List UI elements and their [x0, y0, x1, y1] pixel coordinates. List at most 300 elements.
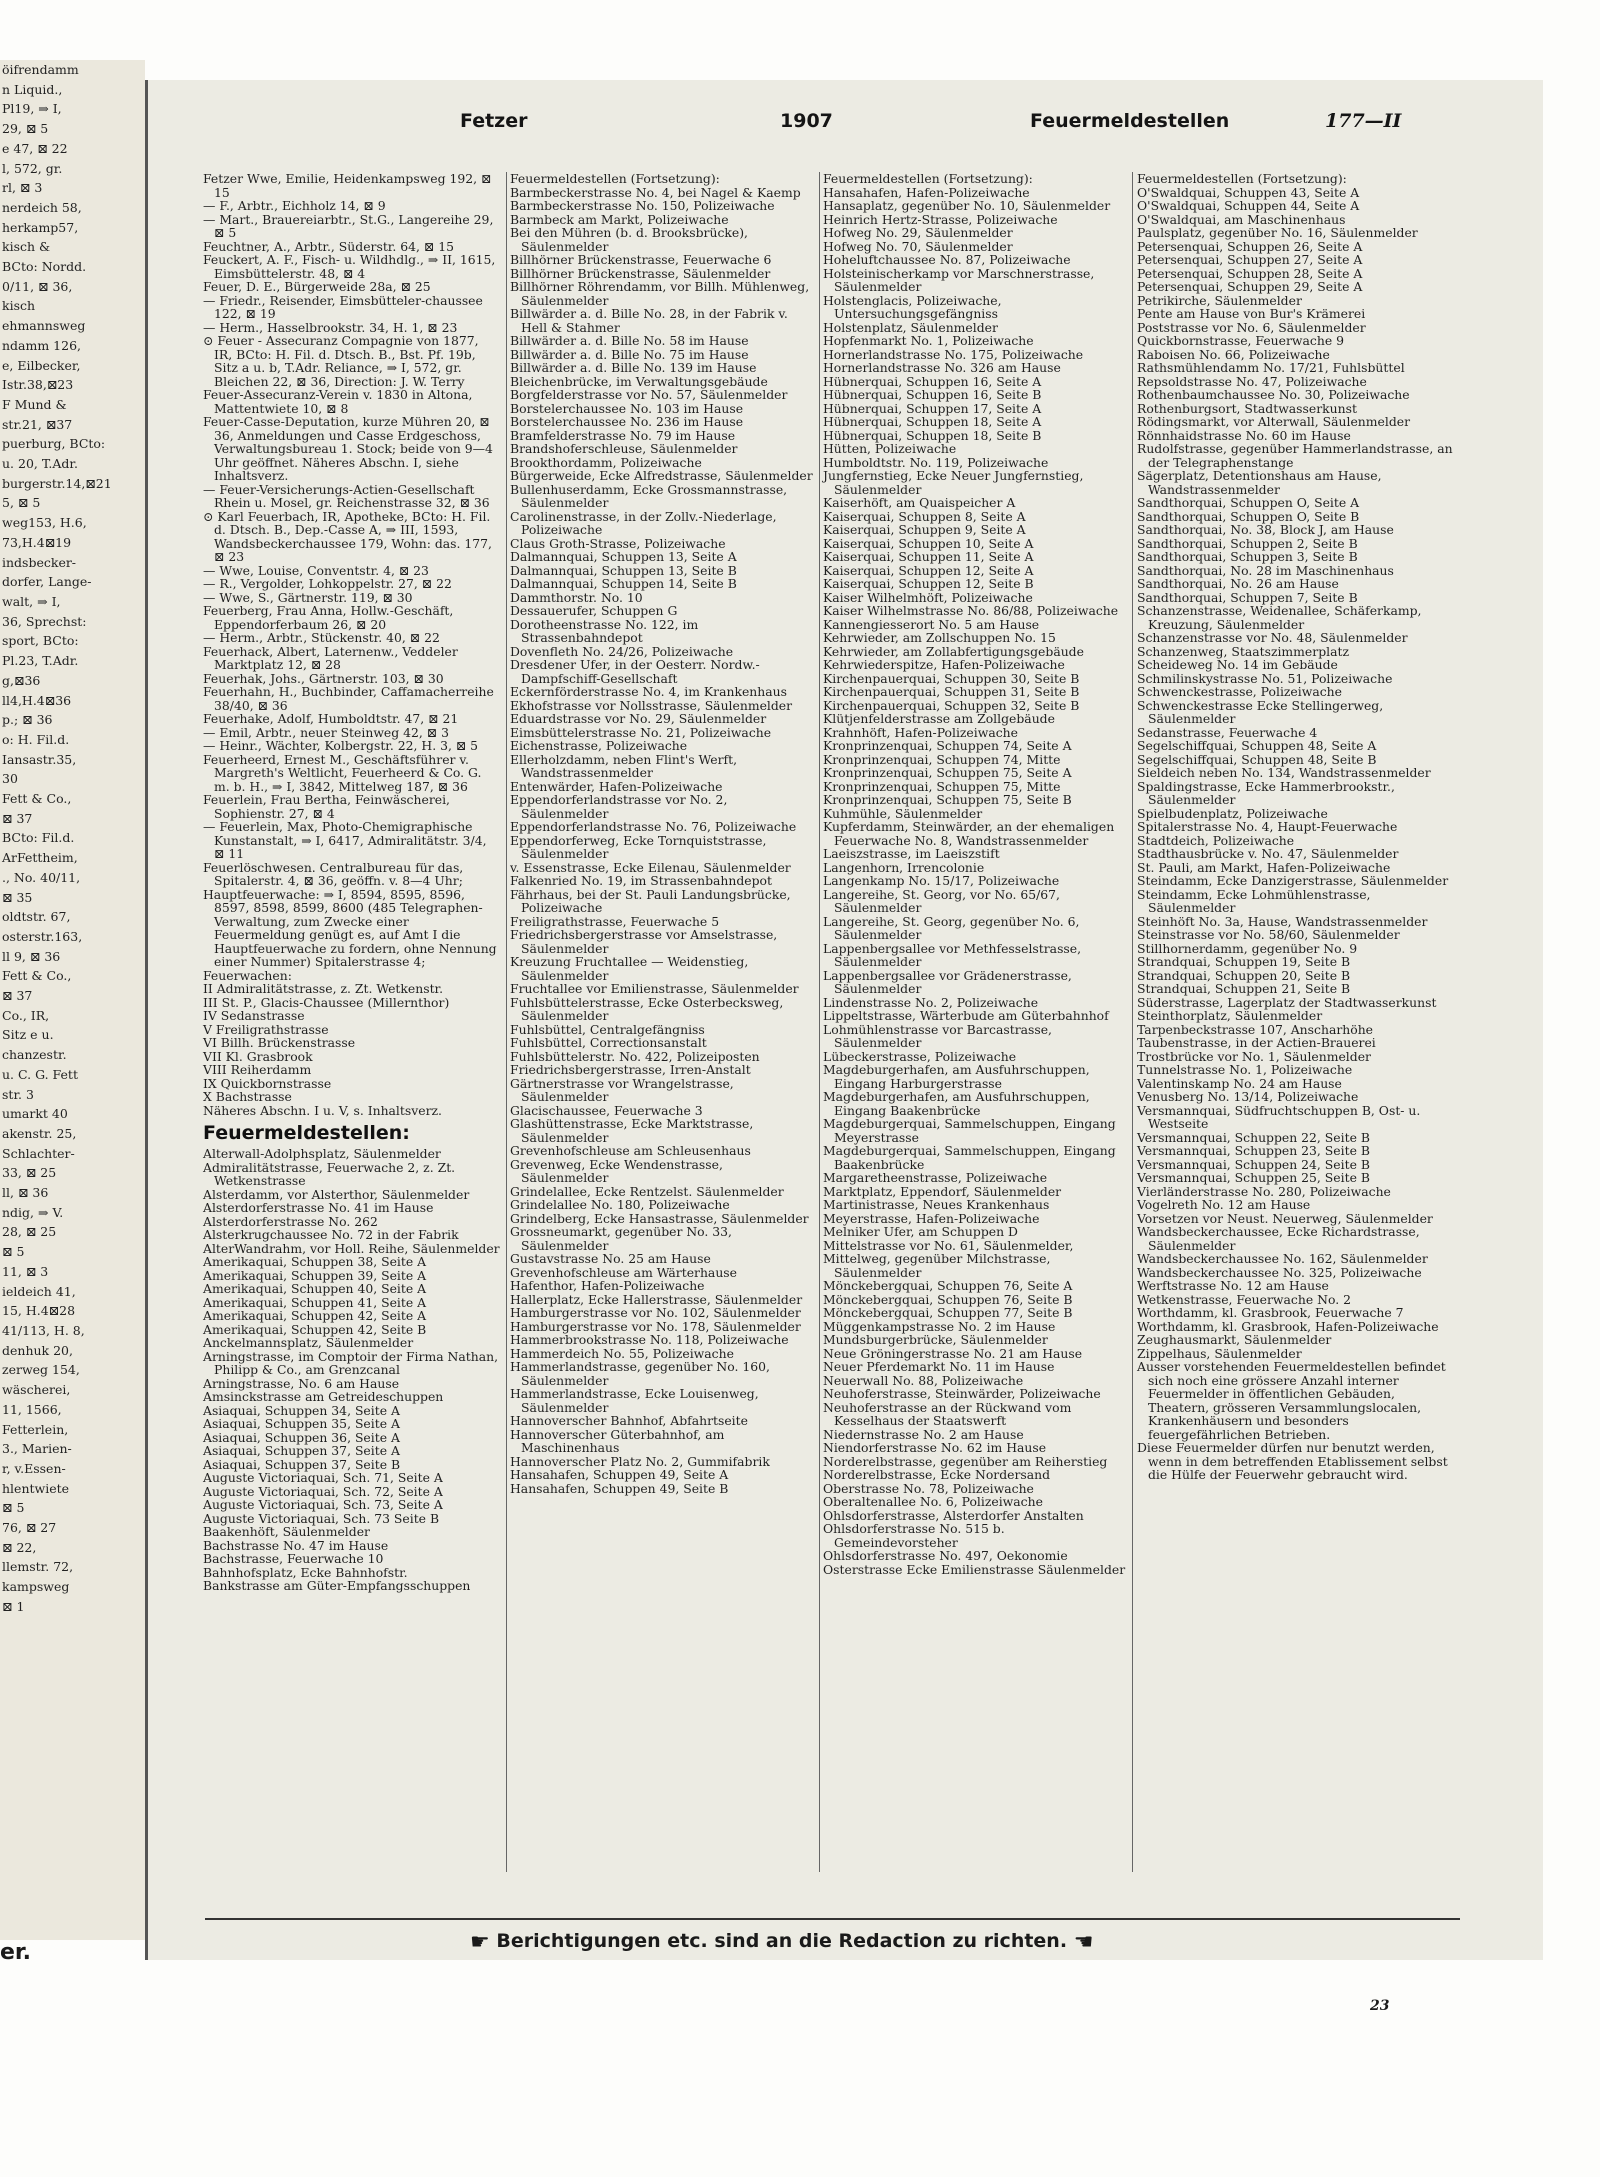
directory-entry: Tunnelstrasse No. 1, Polizeiwache: [1137, 1062, 1353, 1077]
directory-entry: Magdeburgerquai, Sammelschuppen, Eingang Baakenbrücke: [823, 1143, 1116, 1172]
directory-entry: Kaiserquai, Schuppen 12, Seite B: [823, 576, 1034, 591]
directory-entry: Werftstrasse No. 12 am Hause: [1137, 1278, 1329, 1293]
column-divider: [1132, 172, 1133, 1872]
directory-entry: Feuchtner, A., Arbtr., Süderstr. 64, ⊠ 15: [203, 238, 454, 254]
directory-entry: Eduardstrasse vor No. 29, Säulenmelder: [510, 711, 767, 726]
directory-entry: Dorotheenstrasse No. 122, im Strassenbahndepot: [510, 616, 699, 645]
directory-entry: O'Swaldquai, Schuppen 43, Seite A: [1137, 184, 1360, 200]
directory-entry: Kronprinzenquai, Schuppen 74, Seite A: [823, 738, 1072, 753]
directory-entry: Kaiserquai, Schuppen 9, Seite A: [823, 522, 1026, 537]
directory-entry: Grevenhofschleuse am Wärterhause: [510, 1264, 737, 1280]
directory-entry: Brookthordamm, Polizeiwache: [510, 454, 702, 470]
directory-entry: Lohmühlenstrasse vor Barcastrasse, Säulenmelder: [823, 1021, 1052, 1050]
directory-entry: Stillhornerdamm, gegenüber No. 9: [1137, 940, 1358, 956]
directory-entry: Bleichenbrücke, im Verwaltungsgebäude: [510, 373, 768, 389]
directory-entry: Kronprinzenquai, Schuppen 75, Seite B: [823, 792, 1072, 807]
directory-entry: Mönckebergquai, Schuppen 76, Seite A: [823, 1278, 1073, 1293]
directory-entry: Rothenburgsort, Stadtwasserkunst: [1137, 400, 1357, 416]
directory-entry: Spielbudenplatz, Polizeiwache: [1137, 805, 1328, 821]
directory-entry: Rödingsmarkt, vor Alterwall, Säulenmelder: [1137, 414, 1411, 429]
directory-entry: Lindenstrasse No. 2, Polizeiwache: [823, 994, 1039, 1010]
directory-entry: Neuhoferstrasse an der Rückwand vom Kesselhaus der Staatswerft: [823, 1399, 1072, 1428]
directory-entry: Ohlsdorferstrasse No. 497, Oekonomie: [823, 1548, 1068, 1563]
directory-entry: Melniker Ufer, am Schuppen D: [823, 1224, 1018, 1239]
previous-page-line: u. 20, T.Adr.: [2, 456, 78, 472]
directory-entry: Süderstrasse, Lagerplatz der Stadtwasserkunst: [1137, 994, 1437, 1010]
directory-entry: Kupferdamm, Steinwärder, an der ehemaligen Feuerwache No. 8, Wandstrassenmelder: [823, 819, 1115, 848]
directory-entry: Sandthorquai, Schuppen O, Seite A: [1137, 495, 1360, 510]
directory-entry: Dresdener Ufer, in der Oesterr. Nordw.-Dampfschiff-Gesellschaft: [510, 657, 760, 686]
directory-entry: Anckelmannsplatz, Säulenmelder: [203, 1335, 414, 1350]
previous-page-line: ndig, ⇒ V.: [2, 1204, 64, 1220]
directory-entry: Auguste Victoriaquai, Sch. 73 Seite B: [203, 1510, 440, 1526]
directory-entry: Bachstrasse No. 47 im Hause: [203, 1537, 389, 1553]
directory-entry: Amerikaquai, Schuppen 38, Seite A: [203, 1254, 427, 1269]
column-4: [1137, 172, 1455, 1912]
directory-entry: Asiaquai, Schuppen 37, Seite B: [203, 1456, 401, 1472]
previous-page-line: Fetterlein,: [2, 1421, 69, 1437]
directory-entry: Dalmannquai, Schuppen 14, Seite B: [510, 576, 737, 591]
directory-entry: Tarpenbeckstrasse 107, Anscharhöhe: [1137, 1021, 1374, 1037]
previous-page-line: BCto: Nordd.: [2, 259, 87, 275]
directory-entry: Hütten, Polizeiwache: [823, 441, 957, 456]
directory-entry: Steinstrasse vor No. 58/60, Säulenmelder: [1137, 927, 1400, 942]
directory-entry: Strandquai, Schuppen 20, Seite B: [1137, 967, 1351, 983]
directory-entry: Brandshoferschleuse, Säulenmelder: [510, 441, 738, 456]
previous-page-line: 30: [2, 771, 18, 787]
directory-entry: Eimsbüttelerstrasse No. 21, Polizeiwache: [510, 724, 772, 740]
directory-entry: Hammerlandstrasse, Ecke Louisenweg, Säulenmelder: [510, 1386, 759, 1415]
directory-entry: Petersenquai, Schuppen 28, Seite A: [1137, 265, 1363, 281]
previous-page-line: Fett & Co.,: [2, 791, 72, 807]
directory-entry: Mönckebergquai, Schuppen 77, Seite B: [823, 1305, 1073, 1320]
previous-page-line: u. C. G. Fett: [2, 1066, 78, 1082]
directory-entry: Friedrichsbergerstrasse, Irren-Anstalt: [510, 1062, 751, 1077]
directory-entry: Hauptfeuerwache: ⇒ I, 8594, 8595, 8596, 8597, 8598, 8599, 8600 (485 Telegraphen-Verwaltung, zum Zwecke einer Feuermeldung genügt es, auf Amt I die Hauptfeuerwache zu fordern, ohne Nennung einer Nummer) Spitalerstrasse 4;: [203, 886, 497, 969]
directory-entry: Segelschiffquai, Schuppen 48, Seite B: [1137, 751, 1377, 767]
directory-entry: Langereihe, St. Georg, gegenüber No. 6, Säulenmelder: [823, 913, 1080, 942]
directory-entry: Diese Feuermelder dürfen nur benutzt werden, wenn in dem betreffenden Etablissement selbst die Hülfe der Feuerwehr gebraucht wird.: [1137, 1440, 1448, 1482]
previous-page-line: Schlachter-: [2, 1145, 75, 1161]
directory-entry: Feuerlöschwesen. Centralbureau für das, Spitalerstr. 4, ⊠ 36, geöffn. v. 8—4 Uhr;: [203, 859, 464, 888]
directory-entry: Osterstrasse Ecke Emilienstrasse Säulenmelder: [823, 1561, 1126, 1577]
previous-page-line: kisch: [2, 298, 36, 314]
directory-entry: Feuer-Assecuranz-Verein v. 1830 in Altona, Mattentwiete 10, ⊠ 8: [203, 387, 473, 416]
previous-page-line: llemstr. 72,: [2, 1559, 74, 1575]
header-page: 177—II: [1325, 110, 1402, 132]
directory-entry: Billhörner Brückenstrasse, Feuerwache 6: [510, 252, 772, 267]
directory-entry: Kronprinzenquai, Schuppen 74, Mitte: [823, 751, 1061, 767]
directory-entry: Magdeburgerhafen, am Ausfuhrschuppen, Eingang Baakenbrücke: [823, 1089, 1090, 1118]
directory-entry: Feuerhack, Albert, Laternenw., Veddeler Marktplatz 12, ⊠ 28: [203, 643, 458, 672]
directory-entry: — Wwe, S., Gärtnerstr. 119, ⊠ 30: [203, 589, 413, 605]
directory-entry: — F., Arbtr., Eichholz 14, ⊠ 9: [203, 198, 386, 213]
directory-entry: Asiaquai, Schuppen 35, Seite A: [203, 1416, 400, 1431]
directory-entry: Auguste Victoriaquai, Sch. 72, Seite A: [203, 1483, 443, 1499]
directory-entry: Amerikaquai, Schuppen 40, Seite A: [203, 1281, 427, 1296]
previous-page-line: kisch &: [2, 239, 51, 255]
column-4-entries: [1137, 172, 1455, 1482]
directory-entry: Bramfelderstrasse No. 79 im Hause: [510, 427, 736, 443]
directory-entry: Poststrasse vor No. 6, Säulenmelder: [1137, 319, 1366, 335]
directory-entry: Pente am Hause von Bur's Krämerei: [1137, 306, 1366, 321]
previous-page-line: ⊠ 5: [2, 1244, 25, 1260]
directory-entry: Hammerbrookstrasse No. 118, Polizeiwache: [510, 1332, 789, 1347]
directory-entry: Paulsplatz, gegenüber No. 16, Säulenmelder: [1137, 225, 1418, 240]
previous-page-line: 73,H.4⊠19: [2, 534, 72, 550]
directory-entry: Alsterdamm, vor Alsterthor, Säulenmelder: [203, 1186, 470, 1202]
directory-entry: Fuhlsbüttelerstr. No. 422, Polizeiposten: [510, 1048, 760, 1064]
directory-entry: Holsteinischerkamp vor Marschnerstrasse, Säulenmelder: [823, 265, 1095, 294]
directory-entry: Steindamm, Ecke Danzigerstrasse, Säulenmelder: [1137, 873, 1449, 888]
directory-entry: Hoheluftchaussee No. 87, Polizeiwache: [823, 252, 1071, 267]
directory-entry: Niendorferstrasse No. 62 im Hause: [823, 1440, 1047, 1455]
directory-entry: Kehrwieder, am Zollabfertigungsgebäude: [823, 643, 1084, 659]
previous-page-line: str. 3: [2, 1086, 34, 1102]
directory-entry: IV Sedanstrasse: [203, 1008, 305, 1023]
directory-entry: — Emil, Arbtr., neuer Steinweg 42, ⊠ 3: [203, 724, 449, 740]
directory-entry: Hübnerquai, Schuppen 18, Seite B: [823, 427, 1042, 443]
directory-entry: Holstenglacis, Polizeiwache, Untersuchungsgefängniss: [823, 292, 1002, 321]
directory-entry: Alterwall-Adolphsplatz, Säulenmelder: [203, 1146, 441, 1161]
directory-entry: Mönckebergquai, Schuppen 76, Seite B: [823, 1291, 1073, 1307]
directory-entry: Hofweg No. 29, Säulenmelder: [823, 225, 1013, 240]
directory-entry: Bankstrasse am Güter-Empfangsschuppen: [203, 1578, 471, 1593]
directory-entry: — Heinr., Wächter, Kolbergstr. 22, H. 3, ⊠ 5: [203, 738, 479, 753]
directory-entry: Hornerlandstrasse No. 326 am Hause: [823, 360, 1061, 375]
directory-entry: Borgfelderstrasse vor No. 57, Säulenmelder: [510, 387, 788, 402]
directory-entry: Sandthorquai, No. 38, Block J, am Hause: [1137, 522, 1394, 537]
column-1-entries-continued: [203, 1147, 500, 1593]
directory-entry: Sieldeich neben No. 134, Wandstrassenmelder: [1137, 765, 1431, 780]
directory-entry: Petersenquai, Schuppen 26, Seite A: [1137, 238, 1363, 254]
directory-entry: Neuhoferstrasse, Steinwärder, Polizeiwache: [823, 1386, 1101, 1401]
directory-entry: Entenwärder, Hafen-Polizeiwache: [510, 778, 723, 794]
directory-entry: Scheideweg No. 14 im Gebäude: [1137, 657, 1338, 672]
previous-page-line: Fett & Co.,: [2, 968, 72, 984]
directory-entry: Barmbeckerstrasse No. 150, Polizeiwache: [510, 198, 775, 213]
directory-entry: Neue Gröningerstrasse No. 21 am Hause: [823, 1345, 1083, 1361]
previous-page-line: wäscherei,: [2, 1382, 71, 1398]
directory-entry: Asiaquai, Schuppen 36, Seite A: [203, 1429, 400, 1445]
previous-page-line: 0/11, ⊠ 36,: [2, 278, 73, 294]
directory-entry: VIII Reiherdamm: [203, 1062, 312, 1077]
directory-entry: Billwärder a. d. Bille No. 58 im Hause: [510, 333, 749, 348]
directory-entry: Billwärder a. d. Bille No. 139 im Hause: [510, 360, 757, 375]
previous-page-line: 76, ⊠ 27: [2, 1520, 57, 1536]
section-title: Feuermeldestellen:: [203, 1122, 410, 1144]
directory-entry: Kaiserhöft, am Quaispeicher A: [823, 495, 1016, 510]
previous-page-line: ll, ⊠ 36: [2, 1185, 49, 1201]
directory-entry: Lappenbergsallee vor Methfesselstrasse, Säulenmelder: [823, 940, 1082, 969]
directory-entry: Lappenbergsallee vor Grädenerstrasse, Säulenmelder: [823, 967, 1072, 996]
directory-entry: Arningstrasse, im Comptoir der Firma Nathan, Philipp & Co., am Grenzcanal: [203, 1348, 499, 1377]
column-3-entries: [823, 172, 1126, 1576]
directory-entry: Wandsbeckerchaussee No. 162, Säulenmelder: [1137, 1251, 1428, 1266]
directory-entry: Feuerhak, Johs., Gärtnerstr. 103, ⊠ 30: [203, 670, 444, 686]
directory-entry: Magdeburgerquai, Sammelschuppen, Eingang Meyerstrasse: [823, 1116, 1116, 1145]
directory-entry: Glashüttenstrasse, Ecke Marktstrasse, Säulenmelder: [510, 1116, 754, 1145]
previous-page-line: herkamp57,: [2, 219, 79, 235]
previous-page-line: r, v.Essen-: [2, 1460, 66, 1476]
directory-entry: Kehrwiederspitze, Hafen-Polizeiwache: [823, 657, 1065, 672]
directory-entry: O'Swaldquai, Schuppen 44, Seite A: [1137, 198, 1360, 213]
previous-page-line: osterstr.163,: [2, 928, 83, 944]
directory-entry: Sandthorquai, Schuppen 7, Seite B: [1137, 589, 1358, 605]
directory-entry: Hammerlandstrasse, gegenüber No. 160, Säulenmelder: [510, 1359, 770, 1388]
directory-entry: Kehrwieder, am Zollschuppen No. 15: [823, 630, 1056, 645]
directory-entry: Hübnerquai, Schuppen 16, Seite A: [823, 373, 1042, 389]
directory-entry: Stadthausbrücke v. No. 47, Säulenmelder: [1137, 846, 1399, 861]
directory-entry: Fetzer Wwe, Emilie, Heidenkampsweg 192, ⊠ 15: [203, 171, 492, 200]
previous-page-line: 41/113, H. 8,: [2, 1323, 85, 1338]
directory-entry: Feuckert, A. F., Fisch- u. Wildhdlg., ⇒ II, 1615, Eimsbüttelerstr. 48, ⊠ 4: [203, 252, 496, 281]
directory-entry: Hafenthor, Hafen-Polizeiwache: [510, 1278, 705, 1293]
directory-entry: Jungfernstieg, Ecke Neuer Jungfernstieg, Säulenmelder: [823, 468, 1084, 497]
column-3: [823, 172, 1126, 1912]
directory-entry: Neuerwall No. 88, Polizeiwache: [823, 1372, 1024, 1388]
previous-page-line: F Mund &: [2, 396, 67, 412]
directory-entry: Spaldingstrasse, Ecke Hammerbrookstr., Säulenmelder: [1137, 778, 1395, 807]
directory-entry: Repsoldstrasse No. 47, Polizeiwache: [1137, 373, 1367, 389]
previous-page-line: zerweg 154,: [2, 1362, 80, 1378]
directory-entry: Rönnhaidstrasse No. 60 im Hause: [1137, 427, 1351, 443]
previous-page-line: 15, H.4⊠28: [2, 1303, 76, 1319]
directory-entry: Valentinskamp No. 24 am Hause: [1137, 1075, 1342, 1091]
directory-entry: Freiligrathstrasse, Feuerwache 5: [510, 913, 720, 929]
directory-entry: Hannoverscher Platz No. 2, Gummifabrik: [510, 1453, 770, 1469]
directory-entry: Hansahafen, Schuppen 49, Seite A: [510, 1467, 729, 1482]
directory-entry: Grindelallee, Ecke Rentzelst. Säulenmelder: [510, 1183, 784, 1199]
previous-page-line: ArFettheim,: [2, 850, 78, 866]
previous-page-line: n Liquid.,: [2, 81, 63, 97]
previous-page-line: kampsweg: [2, 1579, 70, 1595]
previous-page-line: ll4,H.4⊠36: [2, 692, 72, 708]
directory-entry: Hallerplatz, Ecke Hallerstrasse, Säulenmelder: [510, 1291, 803, 1307]
directory-entry: Steinhöft No. 3a, Hause, Wandstrassenmelder: [1137, 913, 1428, 929]
directory-entry: Hornerlandstrasse No. 175, Polizeiwache: [823, 346, 1084, 362]
directory-entry: Gärtnerstrasse vor Wrangelstrasse, Säulenmelder: [510, 1075, 734, 1104]
previous-page-line: weg153, H.6,: [2, 515, 87, 531]
directory-entry: Schwenckestrasse Ecke Stellingerweg, Säulenmelder: [1137, 697, 1384, 726]
directory-entry: Worthdamm, kl. Grasbrook, Feuerwache 7: [1137, 1305, 1404, 1320]
directory-entry: Vierländerstrasse No. 280, Polizeiwache: [1137, 1183, 1391, 1199]
pointing-hand-icon: ☛: [470, 1930, 490, 1955]
directory-entry: Kronprinzenquai, Schuppen 75, Mitte: [823, 778, 1061, 794]
directory-entry: — Wwe, Louise, Conventstr. 4, ⊠ 23: [203, 562, 429, 578]
column-2: [510, 172, 813, 1912]
directory-entry: Grevenhofschleuse am Schleusenhaus: [510, 1143, 751, 1158]
directory-entry: VI Billh. Brückenstrasse: [203, 1035, 356, 1050]
directory-entry: Ohlsdorferstrasse, Alsterdorfer Anstalten: [823, 1507, 1084, 1523]
directory-entry: Mittelweg, gegenüber Milchstrasse, Säulenmelder: [823, 1251, 1051, 1280]
directory-entry: Kreuzung Fruchtallee — Weidenstieg, Säulenmelder: [510, 954, 749, 983]
directory-entry: Venusberg No. 13/14, Polizeiwache: [1137, 1089, 1359, 1104]
directory-entry: Taubenstrasse, in der Actien-Brauerei: [1137, 1035, 1376, 1050]
directory-entry: Schmilinskystrasse No. 51, Polizeiwache: [1137, 670, 1393, 686]
directory-entry: Dalmannquai, Schuppen 13, Seite A: [510, 549, 737, 564]
directory-entry: Billwärder a. d. Bille No. 75 im Hause: [510, 346, 749, 362]
directory-entry: Glacischaussee, Feuerwache 3: [510, 1102, 703, 1118]
directory-entry: Klütjenfelderstrasse am Zollgebäude: [823, 711, 1055, 726]
previous-page-line: indsbecker-: [2, 554, 77, 570]
directory-entry: Hansahafen, Hafen-Polizeiwache: [823, 184, 1030, 200]
directory-entry: Feuer-Casse-Deputation, kurze Mühren 20, ⊠ 36, Anmeldungen und Casse Erdgeschoss, Verwaltungsbureau 1. Stock; beide von 9—4 Uhr geöffnet. Näheres Abschn. I, siehe Inhaltsverz.: [203, 414, 493, 483]
directory-entry: St. Pauli, am Markt, Hafen-Polizeiwache: [1137, 859, 1391, 875]
directory-entry: Auguste Victoriaquai, Sch. 73, Seite A: [203, 1497, 443, 1512]
directory-entry: ⊙ Karl Feuerbach, IR, Apotheke, BCto: H. Fil. d. Dtsch. B., Dep.-Casse A, ⇒ III, 1593, Wandsbeckerchaussee 179, Wohn: das. 177, ⊠ 23: [203, 508, 492, 564]
previous-page-line: dorfer, Lange-: [2, 574, 92, 590]
directory-entry: Hannoverscher Güterbahnhof, am Maschinenhaus: [510, 1426, 725, 1455]
directory-entry: Carolinenstrasse, in der Zollv.-Niederlage, Polizeiwache: [510, 508, 777, 537]
directory-entry: Billwärder a. d. Bille No. 28, in der Fabrik v. Hell & Stahmer: [510, 306, 788, 335]
directory-entry: Wetkenstrasse, Feuerwache No. 2: [1137, 1291, 1351, 1307]
previous-page-line: 5, ⊠ 5: [2, 495, 41, 511]
directory-entry: Kaiserquai, Schuppen 12, Seite A: [823, 562, 1034, 578]
directory-entry: Auguste Victoriaquai, Sch. 71, Seite A: [203, 1470, 443, 1485]
directory-entry: O'Swaldquai, am Maschinenhaus: [1137, 211, 1346, 227]
directory-entry: Zeughausmarkt, Säulenmelder: [1137, 1332, 1332, 1347]
previous-page-line: Pl.23, T.Adr.: [2, 653, 79, 669]
directory-entry: Eckernförderstrasse No. 4, im Krankenhaus: [510, 684, 787, 699]
directory-entry: Amerikaquai, Schuppen 39, Seite A: [203, 1267, 427, 1283]
previous-page-line: e, Eilbecker,: [2, 357, 81, 373]
directory-entry: Worthdamm, kl. Grasbrook, Hafen-Polizeiwache: [1137, 1318, 1439, 1334]
directory-entry: Billhörner Brückenstrasse, Säulenmelder: [510, 265, 771, 281]
directory-entry: Strandquai, Schuppen 21, Seite B: [1137, 981, 1351, 996]
directory-entry: Hamburgerstrasse vor No. 178, Säulenmelder: [510, 1318, 801, 1334]
directory-entry: Bullenhuserdamm, Ecke Grossmannstrasse, Säulenmelder: [510, 481, 788, 510]
directory-entry: Vogelreth No. 12 am Hause: [1137, 1197, 1311, 1212]
directory-entry: Kaiserquai, Schuppen 8, Seite A: [823, 508, 1026, 524]
directory-entry: — Mart., Brauereiarbtr., St.G., Langereihe 29, ⊠ 5: [203, 211, 494, 240]
directory-entry: v. Essenstrasse, Ecke Eilenau, Säulenmelder: [510, 859, 791, 875]
directory-entry: Amerikaquai, Schuppen 42, Seite A: [203, 1308, 427, 1323]
previous-page-line: burgerstr.14,⊠21: [2, 475, 112, 491]
directory-entry: Quickbornstrasse, Feuerwache 9: [1137, 333, 1344, 348]
directory-entry: Heinrich Hertz-Strasse, Polizeiwache: [823, 211, 1058, 227]
header-left: Fetzer: [460, 110, 528, 132]
directory-entry: Kaiserquai, Schuppen 10, Seite A: [823, 535, 1034, 551]
previous-page-line: ⊠ 1: [2, 1598, 25, 1614]
directory-entry: Lippeltstrasse, Wärterbude am Güterbahnhof: [823, 1008, 1109, 1023]
previous-page-line: ⊠ 35: [2, 889, 33, 905]
directory-entry: Fährhaus, bei der St. Pauli Landungsbrücke, Polizeiwache: [510, 886, 791, 915]
directory-entry: Alsterdorferstrasse No. 262: [203, 1213, 378, 1229]
previous-page-line: p.; ⊠ 36: [2, 712, 53, 728]
directory-entry: Ellerholzdamm, neben Flint's Werft, Wandstrassenmelder: [510, 751, 738, 780]
directory-entry: Rathsmühlendamm No. 17/21, Fuhlsbüttel: [1137, 360, 1405, 375]
directory-entry: Petrikirche, Säulenmelder: [1137, 292, 1302, 308]
directory-entry: Hamburgerstrasse vor No. 102, Säulenmelder: [510, 1305, 801, 1320]
directory-entry: Schanzenstrasse vor No. 48, Säulenmelder: [1137, 630, 1408, 645]
previous-page-line: ehmannsweg: [2, 318, 86, 334]
column-2-entries: [510, 172, 813, 1495]
directory-entry: Fuhlsbüttelerstrasse, Ecke Osterbecksweg, Säulenmelder: [510, 994, 784, 1023]
previous-page-line: umarkt 40: [2, 1106, 68, 1122]
previous-page-line: nerdeich 58,: [2, 199, 82, 215]
directory-entry: Hübnerquai, Schuppen 17, Seite A: [823, 400, 1042, 416]
directory-entry: Kronprinzenquai, Schuppen 75, Seite A: [823, 765, 1072, 780]
directory-entry: Feuer, D. E., Bürgerweide 28a, ⊠ 25: [203, 279, 431, 294]
directory-entry: Eppendorferweg, Ecke Tornquiststrasse, Säulenmelder: [510, 832, 767, 861]
directory-entry: Arningstrasse, No. 6 am Hause: [203, 1375, 400, 1391]
directory-entry: Amerikaquai, Schuppen 42, Seite B: [203, 1321, 427, 1337]
previous-page-line: akenstr. 25,: [2, 1125, 77, 1141]
directory-entry: Kirchenpauerquai, Schuppen 32, Seite B: [823, 697, 1080, 713]
directory-entry: Kirchenpauerquai, Schuppen 30, Seite B: [823, 670, 1080, 686]
directory-entry: Margaretheenstrasse, Polizeiwache: [823, 1170, 1048, 1185]
directory-entry: Niedernstrasse No. 2 am Hause: [823, 1426, 1024, 1442]
directory-entry: Langenkamp No. 15/17, Polizeiwache: [823, 873, 1060, 888]
signature-number: 23: [1370, 1998, 1390, 2014]
directory-entry: Eppendorferlandstrasse vor No. 2, Säulenmelder: [510, 792, 728, 821]
previous-page-line: 29, ⊠ 5: [2, 121, 49, 137]
directory-entry: Dovenfleth No. 24/26, Polizeiwache: [510, 643, 734, 659]
directory-entry: Asiaquai, Schuppen 34, Seite A: [203, 1402, 400, 1418]
footer-notice: [470, 1930, 1093, 1955]
directory-entry: Sandthorquai, Schuppen O, Seite B: [1137, 508, 1360, 524]
directory-entry: Kannengiesserort No. 5 am Hause: [823, 616, 1040, 632]
footer-rule: [205, 1918, 1460, 1920]
previous-page-line: Co., IR,: [2, 1007, 50, 1023]
header-right: Feuermeldestellen: [1030, 110, 1230, 132]
directory-entry: Versmannquai, Schuppen 22, Seite B: [1137, 1129, 1370, 1145]
directory-entry: Eppendorferlandstrasse No. 76, Polizeiwache: [510, 819, 797, 834]
previous-page-line: g,⊠36: [2, 672, 41, 688]
directory-entry: Bürgerweide, Ecke Alfredstrasse, Säulenmelder: [510, 468, 813, 483]
directory-entry: Wandsbeckerchaussee No. 325, Polizeiwache: [1137, 1264, 1422, 1280]
previous-page-line: ieldeich 41,: [2, 1283, 76, 1299]
column-1-entries: [203, 172, 500, 1117]
previous-page-line: o: H. Fil.d.: [2, 731, 70, 747]
directory-entry: Hübnerquai, Schuppen 18, Seite A: [823, 414, 1042, 429]
directory-entry: Versmannquai, Südfruchtschuppen B, Ost- u. Westseite: [1137, 1102, 1421, 1131]
previous-page-line: e 47, ⊠ 22: [2, 140, 68, 156]
directory-entry: Feuerheerd, Ernest M., Geschäftsführer v. Margreth's Weltlicht, Feuerheerd & Co. G. m. b. H., ⇒ I, 3842, Mittelweg 187, ⊠ 36: [203, 751, 482, 794]
directory-entry: Hammerdeich No. 55, Polizeiwache: [510, 1345, 734, 1361]
previous-page-line: sport, BCto:: [2, 633, 79, 649]
directory-entry: Amsinckstrasse am Getreideschuppen: [203, 1389, 444, 1404]
previous-page-line: Istr.38,⊠23: [2, 377, 74, 393]
directory-entry: Versmannquai, Schuppen 25, Seite B: [1137, 1170, 1370, 1185]
directory-entry: Spitalerstrasse No. 4, Haupt-Feuerwache: [1137, 819, 1398, 834]
directory-entry: Feuerhake, Adolf, Humboldtstr. 47, ⊠ 21: [203, 711, 459, 726]
directory-entry: Schanzenweg, Staatszimmerplatz: [1137, 643, 1349, 659]
previous-page-line: Sitz e u.: [2, 1027, 54, 1043]
directory-entry: Oberstrasse No. 78, Polizeiwache: [823, 1480, 1034, 1496]
directory-entry: Norderelbstrasse, Ecke Nordersand: [823, 1467, 1051, 1482]
previous-page-line: denhuk 20,: [2, 1342, 73, 1358]
previous-page-line: ., No. 40/11,: [2, 869, 81, 885]
directory-entry: Krahnhöft, Hafen-Polizeiwache: [823, 724, 1018, 740]
directory-entry: Dammthorstr. No. 10: [510, 589, 643, 605]
directory-entry: Müggenkampstrasse No. 2 im Hause: [823, 1318, 1056, 1334]
directory-entry: Kaiser Wilhelmhöft, Polizeiwache: [823, 589, 1033, 605]
directory-entry: Mittelstrasse vor No. 61, Säulenmelder,: [823, 1237, 1074, 1253]
previous-page-line: 11, 1566,: [2, 1401, 62, 1417]
directory-entry: — Feuerlein, Max, Photo-Chemigraphische Kunstanstalt, ⇒ I, 6417, Admiralitätstr. 3/4, ⊠ 11: [203, 819, 487, 861]
directory-entry: Hübnerquai, Schuppen 16, Seite B: [823, 387, 1042, 402]
directory-entry: Kuhmühle, Säulenmelder: [823, 805, 983, 821]
directory-entry: II Admiralitätstrasse, z. Zt. Wetkenstr.: [203, 981, 444, 996]
directory-entry: Versmannquai, Schuppen 23, Seite B: [1137, 1143, 1370, 1158]
directory-entry: III St. P., Glacis-Chaussee (Millernthor): [203, 994, 450, 1010]
directory-entry: Hansaplatz, gegenüber No. 10, Säulenmelder: [823, 198, 1111, 213]
directory-entry: ⊙ Feuer - Assecuranz Compagnie von 1877, IR, BCto: H. Fil. d. Dtsch. B., Bst. Pf. 19b, Sitz a u. b, T.Adr. Reliance, ⇒ I, 572, gr. Bleichen 22, ⊠ 36, Direction: J. W. Terry: [203, 333, 479, 389]
directory-entry: Bei den Mühren (b. d. Brooksbrücke), Säulenmelder: [510, 225, 748, 254]
directory-entry: Humboldtstr. No. 119, Polizeiwache: [823, 454, 1049, 470]
